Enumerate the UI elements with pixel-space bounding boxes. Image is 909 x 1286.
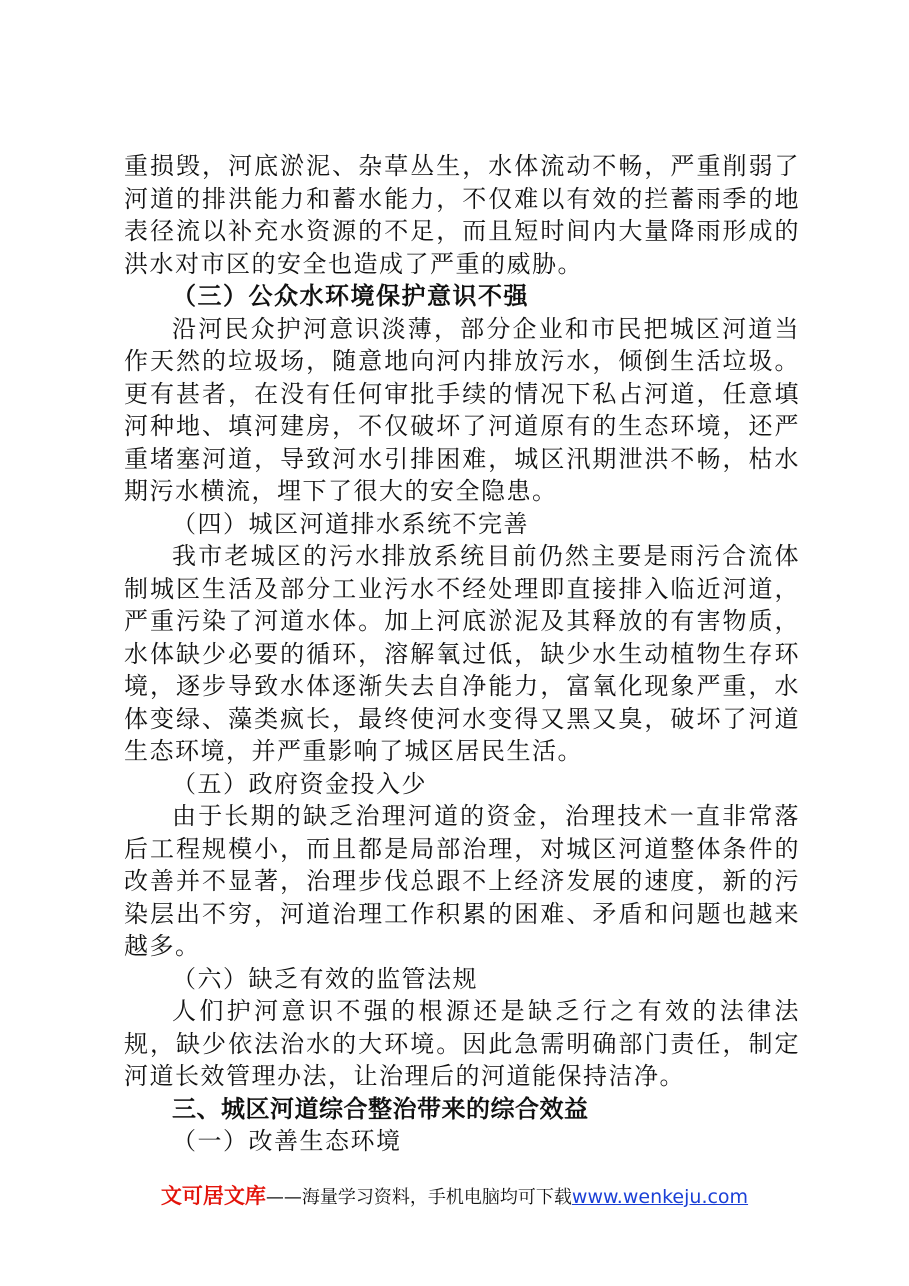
section-heading-benefits: 三、城区河道综合整治带来的综合效益 [172,1094,589,1123]
footer-tagline: ——海量学习资料，手机电脑均可下载 [265,1187,572,1208]
footer-brand: 文可居文库 [160,1184,266,1208]
paragraph-flood-damage: 重损毁，河底淤泥、杂草丛生，水体流动不畅，严重削弱了河道的排洪能力和蓄水能力，不仅难以有效的拦蓄雨季的地表径流以补充水资源的不足，而且短时间内大量降雨形成的洪水对市区的安全也造成了严重的威胁。 [124,152,800,278]
paragraph-regulations: 人们护河意识不强的根源还是缺乏行之有效的法律法规，缺少依法治水的大环境。因此急需明确部门责任，制定河道长效管理办法，让治理后的河道能保持洁净。 [124,997,800,1090]
footer-banner [0,1183,909,1211]
heading-drainage-system: （四）城区河道排水系统不完善 [172,509,529,538]
document-body [124,150,800,1158]
paragraph-government-funding: 由于长期的缺乏治理河道的资金，治理技术一直非常落后工程规模小，而且都是局部治理，对城区河道整体条件的改善并不显著，治理步伐总跟不上经济发展的速度，新的污染层出不穷，河道治理工作积累的困难、矛盾和问题也越来越多。 [124,802,800,960]
heading-public-awareness: （三）公众水环境保护意识不强 [172,281,529,310]
footer-site-link[interactable]: www.wenkeju.com [571,1186,749,1208]
paragraph-public-awareness: 沿河民众护河意识淡薄，部分企业和市民把城区河道当作天然的垃圾场，随意地向河内排放污水，倾倒生活垃圾。更有甚者，在没有任何审批手续的情况下私占河道，任意填河种地、填河建房，不仅破坏了河道原有的生态环境，还严重堵塞河道，导致河水引排困难，城区汛期泄洪不畅，枯水期污水横流，埋下了很大的安全隐患。 [124,314,800,505]
paragraph-drainage-system: 我市老城区的污水排放系统目前仍然主要是雨污合流体制城区生活及部分工业污水不经处理即直接排入临近河道，严重污染了河道水体。加上河底淤泥及其释放的有害物质，水体缺少必要的循环，溶解氧过低，缺少水生动植物生存环境，逐步导致水体逐渐失去自净能力，富氧化现象严重，水体变绿、藻类疯长，最终使河水变得又黑又臭，破坏了河道生态环境，并严重影响了城区居民生活。 [124,542,800,765]
heading-regulations: （六）缺乏有效的监管法规 [172,964,478,993]
heading-government-funding: （五）政府资金投入少 [172,769,427,798]
heading-ecology: （一）改善生态环境 [172,1127,402,1155]
